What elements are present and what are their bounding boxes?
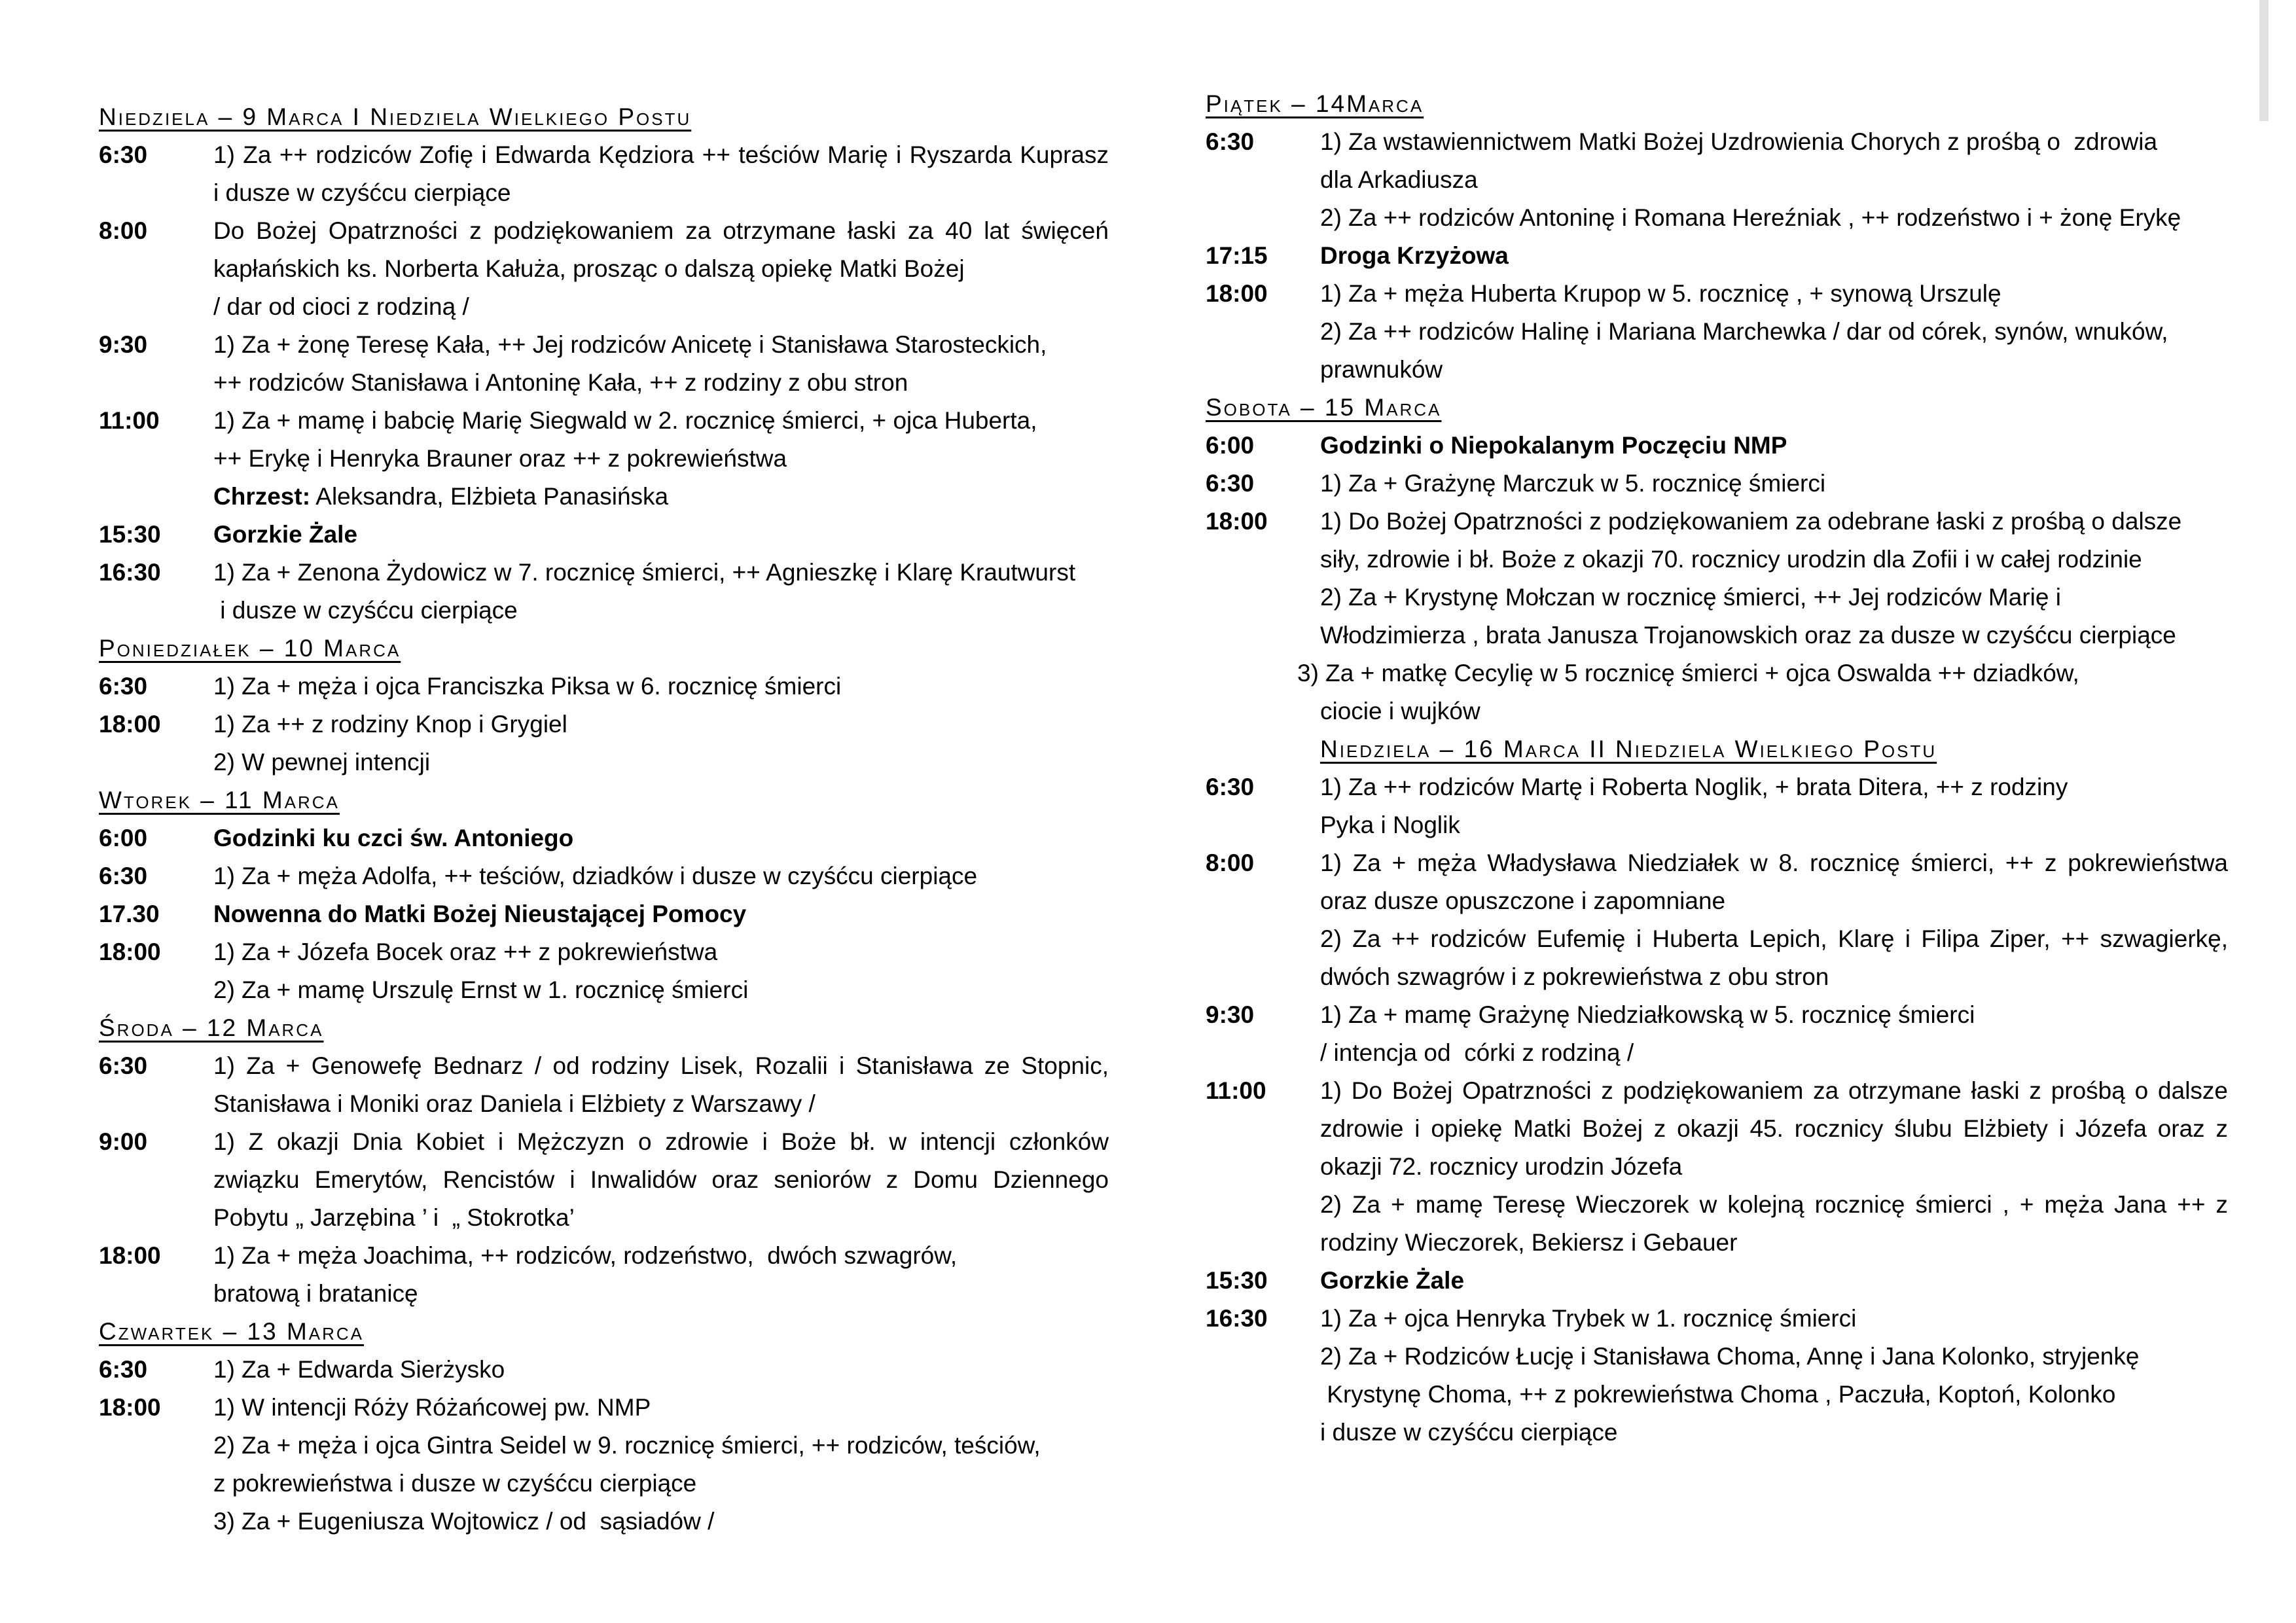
mass-intention: 2) Za + Krystynę Mołczan w rocznicę śmierci, ++ Jej rodziców Marię i: [1320, 584, 2061, 611]
mass-time: 18:00: [99, 938, 161, 965]
mass-intention: 1) Za + ojca Henryka Trybek w 1. rocznicę śmierci: [1320, 1305, 1857, 1332]
mass-time: 6:30: [1206, 470, 1255, 497]
mass-row: [99, 1389, 1109, 1427]
mass-row: [99, 743, 1109, 781]
mass-row: [1206, 806, 2228, 844]
mass-time: 18:00: [1206, 280, 1268, 307]
mass-intention: i dusze w czyśćcu cierpiące: [1320, 1419, 1618, 1446]
mass-time: 6:30: [99, 1052, 148, 1079]
mass-intention: Pyka i Noglik: [1320, 812, 1460, 838]
mass-row: [1206, 503, 2228, 541]
mass-row: [1206, 1072, 2228, 1110]
mass-row: [1206, 920, 2228, 958]
service-title: Gorzkie Żale: [1320, 1267, 1465, 1294]
mass-intention: 2) Za ++ rodziców Antoninę i Romana Hereźniak , ++ rodzeństwo i + żonę Erykę: [1320, 204, 2181, 231]
mass-intention: 1) Za + męża Huberta Krupop w 5. rocznicę , + synową Urszulę: [1320, 280, 2001, 307]
mass-intention: kapłańskich ks. Norberta Kałuża, prosząc o dalszą opiekę Matki Bożej: [213, 255, 965, 282]
mass-intention: Stanisława i Moniki oraz Daniela i Elżbiety z Warszawy /: [213, 1090, 816, 1117]
mass-time: 18:00: [99, 1242, 161, 1269]
mass-intention: 3) Za + matkę Cecylię w 5 rocznicę śmierci + ojca Oswalda ++ dziadków,: [1297, 660, 2079, 687]
mass-time: 8:00: [99, 217, 148, 244]
mass-row: [1206, 692, 2228, 730]
day-header-tuesday: Wtorek – 11 Marca: [99, 787, 340, 813]
mass-row: [1206, 1224, 2228, 1262]
baptism-row: [99, 478, 1109, 516]
mass-row: [99, 250, 1109, 288]
mass-intention: Pobytu „ Jarzębina ’ i „ Stokrotka’: [213, 1204, 575, 1231]
service-title: Nowenna do Matki Bożej Nieustającej Pomocy: [213, 901, 747, 927]
mass-intention: dwóch szwagrów i z pokrewieństwa z obu stron: [1320, 963, 1829, 990]
mass-intention: dla Arkadiusza: [1320, 166, 1478, 193]
mass-intention: Krystynę Choma, ++ z pokrewieństwa Choma , Paczuła, Koptoń, Kolonko: [1320, 1381, 2116, 1408]
service-row: [99, 819, 1109, 857]
mass-row: [99, 592, 1109, 630]
mass-row: [1206, 1110, 2228, 1148]
mass-row: [1206, 1376, 2228, 1414]
mass-row: [1206, 1414, 2228, 1452]
mass-time: 16:30: [1206, 1305, 1268, 1332]
mass-intention: 1) Za + żonę Teresę Kała, ++ Jej rodziców Anicetę i Stanisława Starosteckich,: [213, 331, 1047, 358]
mass-intention: zdrowie i opiekę Matki Bożej z okazji 45. rocznicy ślubu Elżbiety i Józefa oraz z: [1320, 1115, 2228, 1142]
mass-row: [1206, 996, 2228, 1034]
mass-row: [1206, 579, 2228, 616]
service-row: [1206, 237, 2228, 275]
mass-intention: 1) Za ++ z rodziny Knop i Grygiel: [213, 711, 567, 738]
mass-time: 9:30: [1206, 1001, 1255, 1028]
mass-row: [99, 1351, 1109, 1389]
mass-intention: 1) Za + mamę i babcię Marię Siegwald w 2. rocznicę śmierci, + ojca Huberta,: [213, 407, 1037, 434]
mass-row: [1206, 1034, 2228, 1072]
mass-time: 9:00: [99, 1128, 148, 1155]
mass-intention: 2) Za ++ rodziców Eufemię i Huberta Lepich, Klarę i Filipa Ziper, ++ szwagierkę,: [1320, 925, 2228, 952]
mass-intention: okazji 72. rocznicy urodzin Józefa: [1320, 1153, 1683, 1180]
service-row: [1206, 427, 2228, 465]
mass-intention: 1) Za ++ rodziców Martę i Roberta Noglik, + brata Ditera, ++ z rodziny: [1320, 774, 2068, 800]
mass-intention: 1) Z okazji Dnia Kobiet i Mężczyzn o zdrowie i Boże bł. w intencji członków: [213, 1128, 1109, 1155]
mass-intention: 1) Za + męża Adolfa, ++ teściów, dziadków i dusze w czyśćcu cierpiące: [213, 863, 978, 889]
mass-row: [99, 1047, 1109, 1085]
mass-intention: związku Emerytów, Rencistów i Inwalidów oraz seniorów z Domu Dziennego: [213, 1166, 1109, 1193]
day-header-wednesday: Środa – 12 Marca: [99, 1014, 324, 1041]
mass-intention: Włodzimierza , brata Janusza Trojanowskich oraz za dusze w czyśćcu cierpiące: [1320, 622, 2176, 649]
mass-row: [1206, 161, 2228, 199]
mass-row: [99, 1427, 1109, 1465]
mass-intention: 2) Za + mamę Teresę Wieczorek w kolejną rocznicę śmierci , + męża Jana ++ z: [1320, 1191, 2228, 1218]
mass-intention: / intencja od córki z rodziną /: [1320, 1039, 1634, 1066]
mass-row: [99, 554, 1109, 592]
mass-row: [99, 971, 1109, 1009]
mass-row: [1206, 1300, 2228, 1338]
mass-row: [99, 440, 1109, 478]
mass-intention: 1) Za ++ rodziców Zofię i Edwarda Kędziora ++ teściów Marię i Ryszarda Kuprasz: [213, 141, 1109, 168]
mass-row: [1206, 465, 2228, 503]
mass-time: 6:00: [99, 825, 148, 851]
day-header-friday: Piątek – 14Marca: [1206, 90, 1424, 117]
mass-intention: 1) Do Bożej Opatrzności z podziękowaniem za otrzymane łaski z prośbą o dalsze: [1320, 1077, 2228, 1104]
mass-row: [99, 288, 1109, 326]
mass-intention: 3) Za + Eugeniusza Wojtowicz / od sąsiadów /: [213, 1508, 715, 1535]
page-edge-scroll-indicator: [2259, 0, 2269, 121]
mass-intention: ++ Erykę i Henryka Brauner oraz ++ z pokrewieństwa: [213, 445, 787, 472]
mass-row: [99, 705, 1109, 743]
mass-intention: ++ rodziców Stanisława i Antoninę Kała, ++ z rodziny z obu stron: [213, 369, 908, 396]
mass-row: [1206, 768, 2228, 806]
mass-intention: 1) W intencji Róży Różańcowej pw. NMP: [213, 1394, 651, 1421]
mass-row: [99, 136, 1109, 174]
mass-intention: 1) Za + męża Joachima, ++ rodziców, rodzeństwo, dwóch szwagrów,: [213, 1242, 958, 1269]
day-header-thursday: Czwartek – 13 Marca: [99, 1318, 365, 1345]
mass-row: [99, 1503, 1109, 1541]
mass-row: [99, 1199, 1109, 1237]
mass-row: [1206, 275, 2228, 313]
mass-intention: 1) Za + mamę Grażynę Niedziałkowską w 5. rocznicę śmierci: [1320, 1001, 1975, 1028]
mass-intention: 2) Za + mamę Urszulę Ernst w 1. rocznicę śmierci: [213, 976, 749, 1003]
mass-intention: 2) Za + męża i ojca Gintra Seidel w 9. rocznicę śmierci, ++ rodziców, teściów,: [213, 1432, 1041, 1459]
mass-time: 16:30: [99, 559, 161, 586]
mass-time: 18:00: [99, 1394, 161, 1421]
mass-row: [99, 326, 1109, 364]
mass-time: 11:00: [99, 407, 160, 434]
mass-intention: 1) Za + Józefa Bocek oraz ++ z pokrewieństwa: [213, 938, 718, 965]
mass-row: [99, 402, 1109, 440]
mass-intention: 2) W pewnej intencji: [213, 749, 431, 776]
day-header-monday: Poniedziałek – 10 Marca: [99, 635, 401, 662]
mass-row: [1206, 616, 2228, 654]
mass-time: 15:30: [99, 521, 161, 548]
mass-time: 17.30: [99, 901, 160, 927]
baptism-label: Chrzest:: [213, 483, 311, 510]
mass-intention: Do Bożej Opatrzności z podziękowaniem za otrzymane łaski za 40 lat święceń: [213, 217, 1109, 244]
mass-intention: i dusze w czyśćcu cierpiące: [213, 179, 511, 206]
mass-intention: / dar od cioci z rodziną /: [213, 293, 469, 320]
mass-row: [1206, 844, 2228, 882]
mass-intention: i dusze w czyśćcu cierpiące: [213, 597, 518, 624]
service-title: Godzinki o Niepokalanym Poczęciu NMP: [1320, 432, 1787, 459]
mass-row: [1206, 654, 2228, 692]
mass-intention: oraz dusze opuszczone i zapomniane: [1320, 887, 1726, 914]
day-header-saturday: Sobota – 15 Marca: [1206, 394, 1442, 421]
mass-row: [1206, 1148, 2228, 1186]
mass-intention: z pokrewieństwa i dusze w czyśćcu cierpiące: [213, 1470, 697, 1497]
mass-intention: 1) Za + Grażynę Marczuk w 5. rocznicę śmierci: [1320, 470, 1826, 497]
mass-time: 17:15: [1206, 242, 1268, 269]
mass-intention: 1) Za + Genowefę Bednarz / od rodziny Lisek, Rozalii i Stanisława ze Stopnic,: [213, 1052, 1109, 1079]
mass-intention: prawnuków: [1320, 356, 1443, 383]
day-header-sunday: Niedziela – 9 Marca I Niedziela Wielkiego Postu: [99, 103, 692, 130]
mass-time: 6:00: [1206, 432, 1255, 459]
mass-row: [1206, 123, 2228, 161]
mass-intention: 1) Za wstawiennictwem Matki Bożej Uzdrowienia Chorych z prośbą o zdrowia: [1320, 128, 2158, 155]
mass-row: [99, 1085, 1109, 1123]
service-row: [99, 895, 1109, 933]
mass-row: [99, 212, 1109, 250]
mass-time: 6:30: [99, 1356, 148, 1383]
mass-row: [1206, 958, 2228, 996]
service-title: Gorzkie Żale: [213, 521, 358, 548]
mass-row: [1206, 1338, 2228, 1376]
mass-intention: 2) Za ++ rodziców Halinę i Mariana Marchewka / dar od córek, synów, wnuków,: [1320, 318, 2168, 345]
mass-row: [1206, 541, 2228, 579]
mass-time: 8:00: [1206, 849, 1255, 876]
mass-row: [1206, 882, 2228, 920]
mass-row: [1206, 1186, 2228, 1224]
mass-intention: 1) Za + Edwarda Sierżysko: [213, 1356, 505, 1383]
mass-time: 6:30: [1206, 128, 1255, 155]
service-row: [99, 516, 1109, 554]
mass-time: 6:30: [99, 863, 148, 889]
mass-time: 6:30: [99, 673, 148, 700]
mass-row: [1206, 351, 2228, 389]
mass-intention: ciocie i wujków: [1320, 698, 1480, 724]
mass-row: [99, 668, 1109, 705]
mass-intention: 2) Za + Rodziców Łucję i Stanisława Choma, Annę i Jana Kolonko, stryjenkę: [1320, 1343, 2140, 1370]
day-header-sunday-2: Niedziela – 16 Marca II Niedziela Wielkiego Postu: [1320, 736, 1937, 762]
mass-row: [99, 1237, 1109, 1275]
mass-intention: bratową i bratanicę: [213, 1280, 418, 1307]
mass-time: 18:00: [1206, 508, 1268, 535]
mass-time: 18:00: [99, 711, 161, 738]
mass-intention: siły, zdrowie i bł. Boże z okazji 70. rocznicy urodzin dla Zofii i w całej rodzinie: [1320, 546, 2142, 573]
mass-time: 11:00: [1206, 1077, 1266, 1104]
mass-row: [99, 1161, 1109, 1199]
mass-row: [99, 1465, 1109, 1503]
baptism-names: Aleksandra, Elżbieta Panasińska: [310, 483, 669, 510]
mass-intention: 1) Do Bożej Opatrzności z podziękowaniem za odebrane łaski z prośbą o dalsze: [1320, 508, 2182, 535]
service-title: Godzinki ku czci św. Antoniego: [213, 825, 574, 851]
mass-row: [99, 933, 1109, 971]
mass-row: [99, 1275, 1109, 1313]
mass-time: 15:30: [1206, 1267, 1268, 1294]
mass-intention: 1) Za + męża i ojca Franciszka Piksa w 6. rocznicę śmierci: [213, 673, 842, 700]
mass-time: 6:30: [1206, 774, 1255, 800]
mass-intention: 1) Za + Zenona Żydowicz w 7. rocznicę śmierci, ++ Agnieszkę i Klarę Krautwurst: [213, 559, 1076, 586]
service-title: Droga Krzyżowa: [1320, 242, 1509, 269]
mass-row: [99, 364, 1109, 402]
service-row: [1206, 1262, 2228, 1300]
mass-row: [1206, 199, 2228, 237]
mass-row: [99, 174, 1109, 212]
mass-row: [99, 1123, 1109, 1161]
mass-intention: 1) Za + męża Władysława Niedziałek w 8. rocznicę śmierci, ++ z pokrewieństwa: [1320, 849, 2228, 876]
mass-row: [99, 857, 1109, 895]
mass-row: [1206, 313, 2228, 351]
mass-time: 6:30: [99, 141, 148, 168]
mass-time: 9:30: [99, 331, 148, 358]
mass-intention: rodziny Wieczorek, Bekiersz i Gebauer: [1320, 1229, 1738, 1256]
